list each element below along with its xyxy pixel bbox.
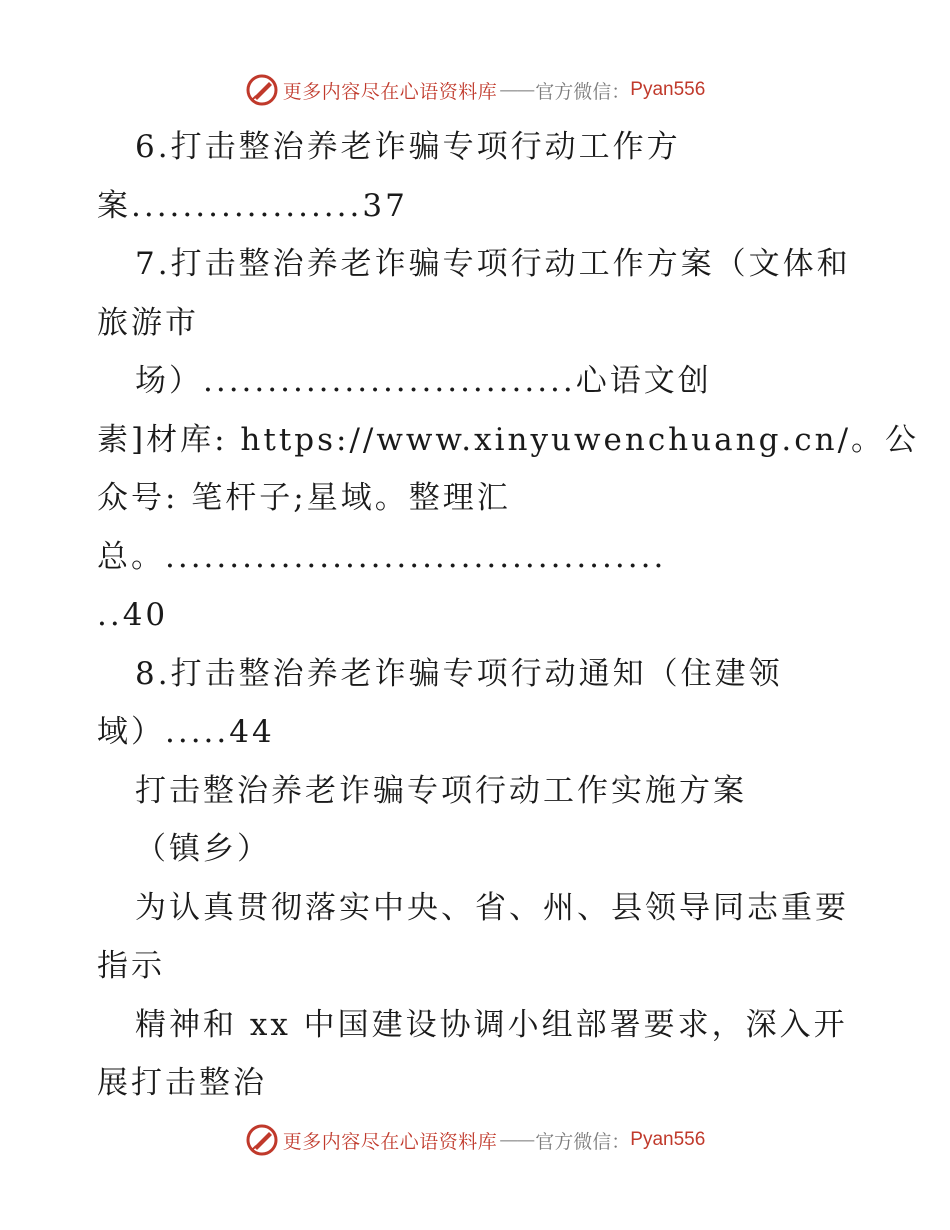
toc-entry-8: 8.打击整治养老诈骗专项行动通知（住建领 (135, 655, 783, 692)
section-title: 打击整治养老诈骗专项行动工作实施方案 (135, 772, 747, 809)
banner-dash: —— (499, 1129, 534, 1151)
toc-entry-7-account-line: 众号: 笔杆子;星域。整理汇 (97, 480, 511, 516)
banner-handle: Pyan556 (630, 1129, 706, 1150)
banner-label: 官方微信 (535, 80, 612, 103)
footer-watermark-banner (0, 1120, 950, 1160)
toc-entry-7-page: ..40 (97, 597, 169, 633)
paragraph-line-2: 指示 (97, 948, 165, 984)
banner-handle: Pyan556 (630, 79, 706, 100)
banner-main-text: 更多内容尽在心语资料库 (282, 1130, 498, 1153)
paragraph-line-4: 展打击整治 (97, 1065, 267, 1101)
quill-seal-logo-icon (245, 73, 279, 107)
toc-entry-7-url-line: 素]材库: https://www.xinyuwenchuang.cn/。公 (97, 421, 920, 458)
toc-entry-7-leader-2: 总。....................................... (97, 538, 667, 575)
document-body (97, 118, 920, 1113)
paragraph-line-1: 为认真贯彻落实中央、省、州、县领导同志重要 (135, 889, 849, 926)
quill-seal-logo-icon (245, 1123, 279, 1157)
header-watermark-banner (0, 70, 950, 110)
banner-dash: —— (499, 79, 534, 101)
toc-entry-6-continued: 案..................37 (97, 187, 408, 224)
banner-separator: ： (611, 80, 631, 103)
toc-entry-8-continued: 域）.....44 (97, 714, 275, 750)
toc-entry-7-leader: 场）.............................心语文创 (135, 363, 712, 399)
banner-separator: ： (611, 1130, 631, 1153)
paragraph-line-3: 精神和 xx 中国建设协调小组部署要求，深入开 (135, 1006, 848, 1043)
toc-entry-6: 6.打击整治养老诈骗专项行动工作方 (135, 129, 681, 165)
section-subtitle: （镇乡） (135, 831, 271, 867)
toc-entry-7: 7.打击整治养老诈骗专项行动工作方案（文体和 (135, 246, 851, 282)
banner-main-text: 更多内容尽在心语资料库 (282, 80, 498, 103)
toc-entry-7-continued: 旅游市 (97, 304, 199, 341)
banner-label: 官方微信 (535, 1130, 612, 1153)
